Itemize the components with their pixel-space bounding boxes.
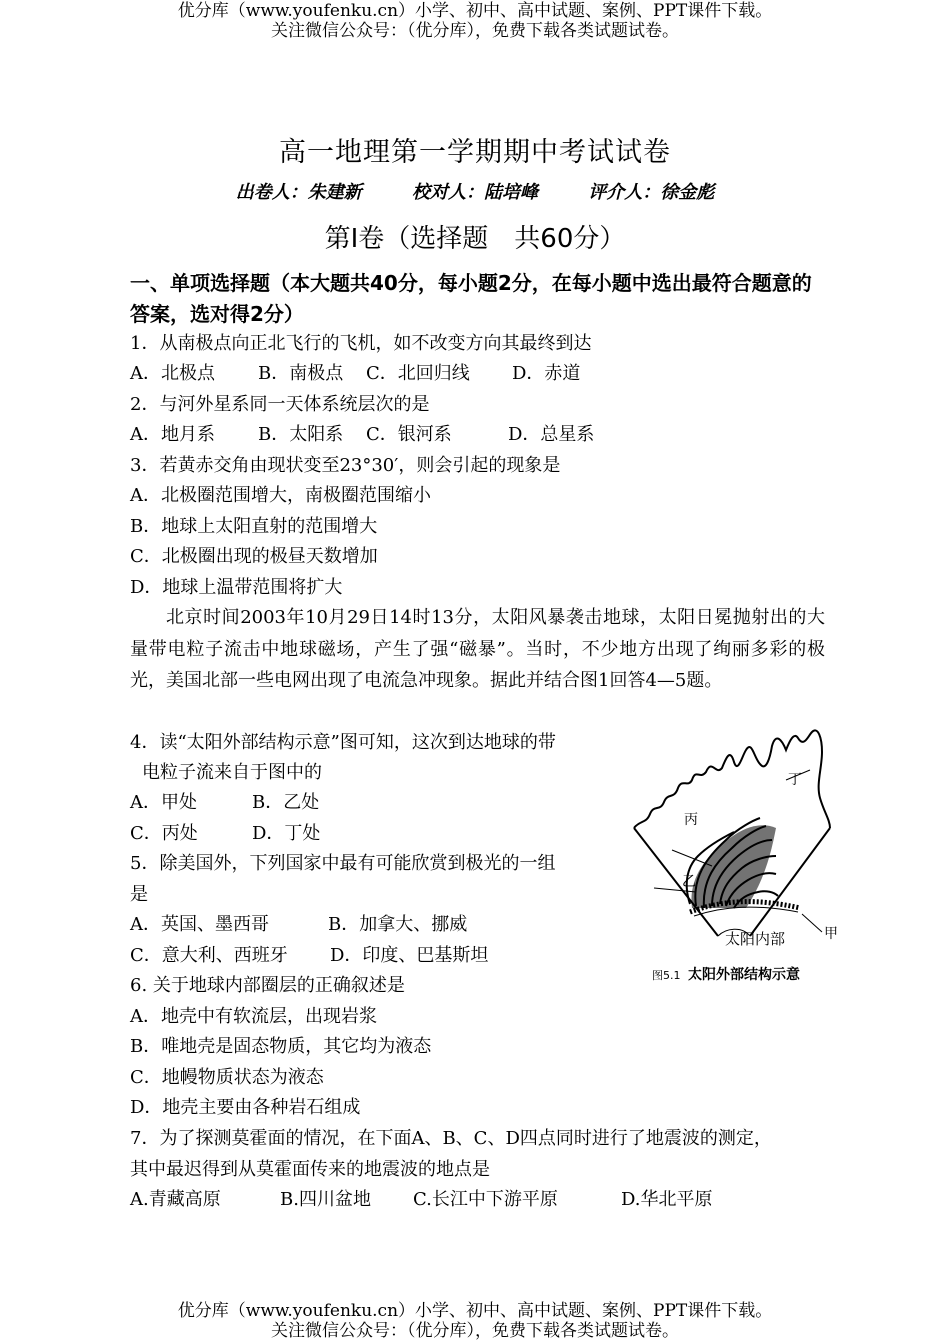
figure-caption-text: 太阳外部结构示意 xyxy=(688,967,800,983)
page-header-line-1: 优分库（www.youfenku.cn）小学、初中、高中试题、案例、PPT课件下载。 xyxy=(177,1,773,21)
q2-option-d: D．总星系 xyxy=(508,424,595,445)
q1-stem: 1．从南极点向正北飞行的飞机，如不改变方向其最终到达 xyxy=(130,333,592,354)
page-footer-line-1: 优分库（www.youfenku.cn）小学、初中、高中试题、案例、PPT课件下载。 xyxy=(177,1301,773,1321)
q1-option-a: A．北极点 xyxy=(130,363,215,384)
q5-option-a: A．英国、墨西哥 xyxy=(130,914,269,935)
q7-stem: 7．为了探测莫霍面的情况，在下面A、B、C、D四点同时进行了地震波的测定， xyxy=(130,1128,772,1149)
q7-option-b: B.四川盆地 xyxy=(280,1189,371,1210)
label-yi: 乙 xyxy=(682,874,696,890)
setter-name: 出卷人：朱建新 xyxy=(235,182,362,203)
label-bing: 丙 xyxy=(684,812,698,828)
q1-option-b: B．南极点 xyxy=(258,363,344,384)
q4-options-row-1 xyxy=(130,791,319,815)
q6-option-d: D．地壳主要由各种岩石组成 xyxy=(130,1097,361,1118)
q1-option-d: D．赤道 xyxy=(512,363,581,384)
q7-stem-continued: 其中最迟得到从莫霍面传来的地震波的地点是 xyxy=(130,1159,490,1180)
q3-option-b: B．地球上太阳直射的范围增大 xyxy=(130,516,378,537)
label-solar-interior: 太阳内部 xyxy=(725,930,786,948)
q4-option-a: A．甲处 xyxy=(130,792,197,813)
q7-option-c: C.长江中下游平原 xyxy=(413,1189,558,1210)
q5-option-b: B．加拿大、挪威 xyxy=(328,914,468,935)
q5-stem-continued: 是 xyxy=(130,884,148,905)
q1-option-c: C．北回归线 xyxy=(366,363,470,384)
q5-option-d: D．印度、巴基斯坦 xyxy=(330,945,489,966)
authors-line xyxy=(0,178,950,204)
solar-structure-figure xyxy=(626,728,844,990)
q7-option-d: D.华北平原 xyxy=(621,1189,713,1210)
q4-option-b: B．乙处 xyxy=(252,792,320,813)
q1-options xyxy=(130,362,580,386)
page-footer-line-2: 关注微信公众号：（优分库），免费下载各类试题试卷。 xyxy=(271,1321,679,1341)
q5-option-c: C．意大利、西班牙 xyxy=(130,945,288,966)
label-ding: 丁 xyxy=(788,772,802,788)
page-header-line-2: 关注微信公众号：（优分库），免费下载各类试题试卷。 xyxy=(271,21,679,41)
q5-stem: 5．除美国外，下列国家中最有可能欣赏到极光的一组 xyxy=(130,853,556,874)
label-jia: 甲 xyxy=(824,926,838,942)
flame-fill xyxy=(691,825,776,908)
reviewer-name: 评介人：徐金彪 xyxy=(588,182,715,203)
figure-caption-number: 图5.1 xyxy=(652,969,681,982)
q6-option-a: A．地壳中有软流层，出现岩浆 xyxy=(130,1006,377,1027)
q2-options xyxy=(130,423,594,447)
q6-stem: 6. 关于地球内部圈层的正确叙述是 xyxy=(130,975,405,996)
q3-option-c: C．北极圈出现的极昼天数增加 xyxy=(130,546,378,567)
q4-option-d: D．丁处 xyxy=(252,823,321,844)
q6-option-b: B．唯地壳是固态物质，其它均为液态 xyxy=(130,1036,432,1057)
q4-options-row-2 xyxy=(130,822,320,846)
q4-option-c: C．丙处 xyxy=(130,823,198,844)
q3-option-a: A．北极圈范围增大，南极圈范围缩小 xyxy=(130,485,431,506)
q2-option-c: C．银河系 xyxy=(366,424,452,445)
checker-name: 校对人：陆培峰 xyxy=(412,182,538,203)
section-title: 第Ⅰ卷（选择题 共60分） xyxy=(324,224,626,254)
q6-option-c: C．地幔物质状态为液态 xyxy=(130,1067,324,1088)
q5-options-row-1 xyxy=(130,913,467,937)
q2-option-a: A．地月系 xyxy=(130,424,215,445)
q7-option-a: A.青藏高原 xyxy=(130,1189,221,1210)
q5-options-row-2 xyxy=(130,944,488,968)
section-instruction: 一、单项选择题（本大题共40分，每小题2分，在每小题中选出最符合题意的答案，选对得2分） xyxy=(130,271,812,326)
q7-options xyxy=(130,1188,713,1212)
q2-stem: 2．与河外星系同一天体系统层次的是 xyxy=(130,394,430,415)
exam-title: 高一地理第一学期期中考试试卷 xyxy=(279,137,671,168)
q2-option-b: B．太阳系 xyxy=(258,424,344,445)
q3-stem: 3．若黄赤交角由现状变至23°30′，则会引起的现象是 xyxy=(130,455,561,476)
q3-option-d: D．地球上温带范围将扩大 xyxy=(130,577,343,598)
q4-stem-continued: 电粒子流来自于图中的 xyxy=(142,762,322,783)
solar-structure-diagram xyxy=(626,728,844,990)
q4-stem: 4．读“太阳外部结构示意”图可知，这次到达地球的带 xyxy=(130,732,556,753)
reading-passage: 北京时间2003年10月29日14时13分，太阳风暴袭击地球，太阳日冕抛射出的大量带电粒子流击中地球磁场，产生了强“磁暴”。当时，不少地方出现了绚丽多彩的极光，美国北部一些电网出现了电流急冲现象。据此并结合图1回答4—5题。 xyxy=(130,607,825,691)
